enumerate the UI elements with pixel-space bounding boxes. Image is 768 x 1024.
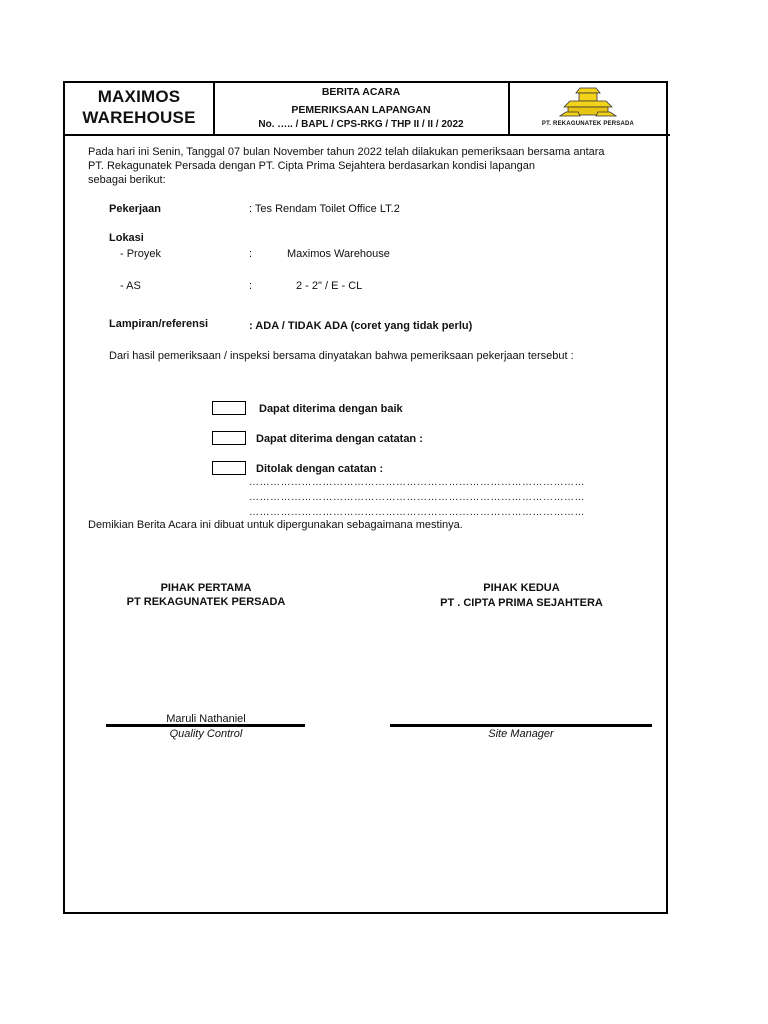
proyek-colon: : <box>249 248 253 260</box>
party2-title: PIHAK KEDUA <box>483 582 560 594</box>
logo-caption: PT. REKAGUNATEK PERSADA <box>541 121 635 127</box>
party1-signature-line <box>106 724 305 727</box>
proyek-label: - Proyek <box>120 248 161 260</box>
header-divider <box>63 134 670 136</box>
pekerjaan-value: : Tes Rendam Toilet Office LT.2 <box>249 203 400 215</box>
intro-line-1: Pada hari ini Senin, Tanggal 07 bulan November tahun 2022 telah dilakukan pemeriksaan bersama antara <box>88 146 605 158</box>
notes-line-2: …………………………………………………………………………………… <box>249 492 585 503</box>
intro-line-2: PT. Rekagunatek Persada dengan PT. Cipta Prima Sejahtera berdasarkan kondisi lapangan <box>88 160 535 172</box>
lampiran-label: Lampiran/referensi <box>109 318 209 330</box>
lampiran-value: : ADA / TIDAK ADA (coret yang tidak perlu) <box>249 320 473 332</box>
pekerjaan-label: Pekerjaan <box>109 203 161 215</box>
document-subtitle: PEMERIKSAAN LAPANGAN <box>291 104 431 116</box>
party1-role: Quality Control <box>169 728 243 740</box>
party1-company: PT REKAGUNATEK PERSADA <box>126 596 286 608</box>
company-name-line1: MAXIMOS <box>97 87 181 106</box>
option-accepted-notes-label: Dapat diterima dengan catatan : <box>256 433 423 445</box>
intro-line-3: sebagai berikut: <box>88 174 166 186</box>
option-rejected-label: Ditolak dengan catatan : <box>256 463 384 475</box>
party1-signer-name: Maruli Nathaniel <box>166 713 246 725</box>
document-title: BERITA ACARA <box>321 86 401 98</box>
notes-line-3: …………………………………………………………………………………… <box>249 507 585 518</box>
option-rejected-checkbox[interactable] <box>212 461 246 475</box>
company-name-line2: WAREHOUSE <box>82 108 196 127</box>
party2-signature-line <box>390 724 652 727</box>
party2-role: Site Manager <box>488 728 554 740</box>
party1-title: PIHAK PERTAMA <box>160 582 252 594</box>
as-value: 2 - 2" / E - CL <box>296 280 363 292</box>
party2-company: PT . CIPTA PRIMA SEJAHTERA <box>440 597 603 609</box>
option-accepted-notes-checkbox[interactable] <box>212 431 246 445</box>
option-accepted-label: Dapat diterima dengan baik <box>259 403 403 415</box>
document-number: No. ….. / BAPL / CPS-RKG / THP II / II / 2022 <box>258 119 464 130</box>
as-label: - AS <box>120 280 141 292</box>
proyek-value: Maximos Warehouse <box>287 248 390 260</box>
result-intro: Dari hasil pemeriksaan / inspeksi bersama dinyatakan bahwa pemeriksaan pekerjaan tersebut : <box>109 350 574 362</box>
as-colon: : <box>249 280 253 292</box>
option-accepted-checkbox[interactable] <box>212 401 246 415</box>
closing-statement: Demikian Berita Acara ini dibuat untuk dipergunakan sebagaimana mestinya. <box>88 519 463 531</box>
notes-line-1: …………………………………………………………………………………… <box>249 477 585 488</box>
lokasi-label: Lokasi <box>109 232 144 244</box>
